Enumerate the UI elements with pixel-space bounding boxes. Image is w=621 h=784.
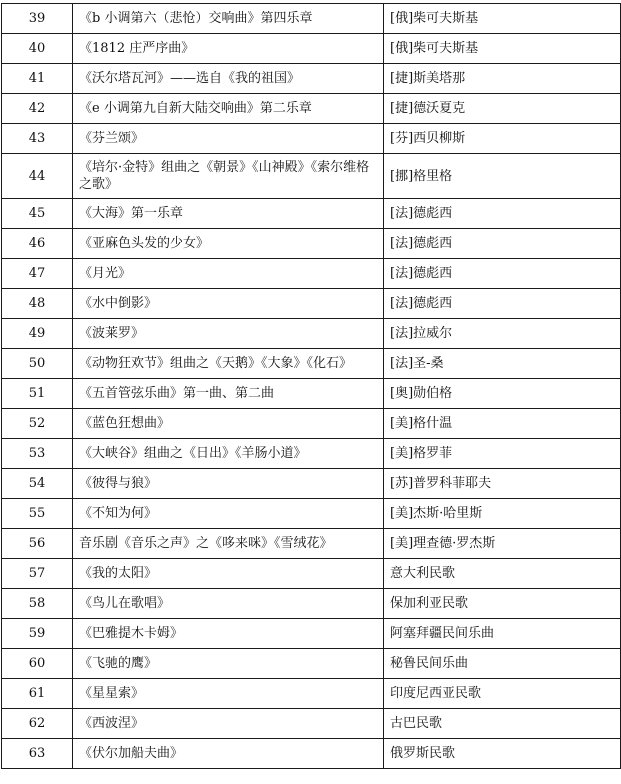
- composer: [俄]柴可夫斯基: [384, 34, 621, 64]
- table-row: [2, 4, 621, 34]
- row-number: 45: [2, 199, 73, 229]
- row-number: 61: [2, 679, 73, 709]
- composer: 印度尼西亚民歌: [384, 679, 621, 709]
- work-title: 《1812 庄严序曲》: [73, 34, 384, 64]
- table-row: [2, 739, 621, 769]
- composer: [美]杰斯·哈里斯: [384, 499, 621, 529]
- row-number: 54: [2, 469, 73, 499]
- work-title: 音乐剧《音乐之声》之《哆来咪》《雪绒花》: [73, 529, 384, 559]
- table-row: [2, 709, 621, 739]
- work-title: 《e 小调第九自新大陆交响曲》第二乐章: [73, 94, 384, 124]
- row-number: 51: [2, 379, 73, 409]
- row-number: 43: [2, 124, 73, 154]
- composer: [美]格什温: [384, 409, 621, 439]
- work-title: 《彼得与狼》: [73, 469, 384, 499]
- work-title: 《蓝色狂想曲》: [73, 409, 384, 439]
- work-title: 《西波涅》: [73, 709, 384, 739]
- table-row: [2, 289, 621, 319]
- row-number: 48: [2, 289, 73, 319]
- composer: 意大利民歌: [384, 559, 621, 589]
- composer: [捷]德沃夏克: [384, 94, 621, 124]
- table-row: [2, 64, 621, 94]
- table-row: [2, 34, 621, 64]
- work-title: 《芬兰颂》: [73, 124, 384, 154]
- row-number: 50: [2, 349, 73, 379]
- row-number: 60: [2, 649, 73, 679]
- row-number: 56: [2, 529, 73, 559]
- composer: [美]理查德·罗杰斯: [384, 529, 621, 559]
- repertoire-table: [1, 3, 621, 769]
- table-row: [2, 124, 621, 154]
- row-number: 46: [2, 229, 73, 259]
- composer: [美]格罗菲: [384, 439, 621, 469]
- work-title: 《大海》第一乐章: [73, 199, 384, 229]
- row-number: 58: [2, 589, 73, 619]
- composer: [捷]斯美塔那: [384, 64, 621, 94]
- row-number: 44: [2, 154, 73, 199]
- row-number: 40: [2, 34, 73, 64]
- row-number: 63: [2, 739, 73, 769]
- work-title: 《巴雅提木卡姆》: [73, 619, 384, 649]
- table-row: [2, 409, 621, 439]
- composer: 俄罗斯民歌: [384, 739, 621, 769]
- composer: [法]德彪西: [384, 199, 621, 229]
- table-row: [2, 499, 621, 529]
- row-number: 41: [2, 64, 73, 94]
- composer: [法]德彪西: [384, 289, 621, 319]
- composer: 保加利亚民歌: [384, 589, 621, 619]
- work-title: 《水中倒影》: [73, 289, 384, 319]
- table-row: [2, 559, 621, 589]
- table-row: [2, 619, 621, 649]
- table-row: [2, 154, 621, 199]
- table-row: [2, 229, 621, 259]
- composer: [苏]普罗科菲耶夫: [384, 469, 621, 499]
- composer: [挪]格里格: [384, 154, 621, 199]
- composer: 古巴民歌: [384, 709, 621, 739]
- table-row: [2, 439, 621, 469]
- composer: [奥]勋伯格: [384, 379, 621, 409]
- table-row: [2, 319, 621, 349]
- composer: [法]德彪西: [384, 259, 621, 289]
- work-title: 《培尔·金特》组曲之《朝景》《山神殿》《索尔维格之歌》: [73, 154, 384, 199]
- composer: 秘鲁民间乐曲: [384, 649, 621, 679]
- work-title: 《不知为何》: [73, 499, 384, 529]
- work-title: 《动物狂欢节》组曲之《天鹅》《大象》《化石》: [73, 349, 384, 379]
- composer: 阿塞拜疆民间乐曲: [384, 619, 621, 649]
- row-number: 57: [2, 559, 73, 589]
- work-title: 《星星索》: [73, 679, 384, 709]
- row-number: 49: [2, 319, 73, 349]
- composer: [芬]西贝柳斯: [384, 124, 621, 154]
- table-row: [2, 529, 621, 559]
- row-number: 62: [2, 709, 73, 739]
- work-title: 《月光》: [73, 259, 384, 289]
- table-row: [2, 379, 621, 409]
- row-number: 39: [2, 4, 73, 34]
- composer: [法]德彪西: [384, 229, 621, 259]
- row-number: 42: [2, 94, 73, 124]
- work-title: 《飞驰的鹰》: [73, 649, 384, 679]
- table-row: [2, 469, 621, 499]
- work-title: 《我的太阳》: [73, 559, 384, 589]
- table-row: [2, 259, 621, 289]
- composer: [俄]柴可夫斯基: [384, 4, 621, 34]
- table-row: [2, 349, 621, 379]
- work-title: 《波莱罗》: [73, 319, 384, 349]
- work-title: 《伏尔加船夫曲》: [73, 739, 384, 769]
- work-title: 《鸟儿在歌唱》: [73, 589, 384, 619]
- row-number: 55: [2, 499, 73, 529]
- table-row: [2, 649, 621, 679]
- work-title: 《大峡谷》组曲之《日出》《羊肠小道》: [73, 439, 384, 469]
- table-row: [2, 589, 621, 619]
- composer: [法]圣-桑: [384, 349, 621, 379]
- table-row: [2, 679, 621, 709]
- work-title: 《五首管弦乐曲》第一曲、第二曲: [73, 379, 384, 409]
- work-title: 《沃尔塔瓦河》——选自《我的祖国》: [73, 64, 384, 94]
- composer: [法]拉威尔: [384, 319, 621, 349]
- table-row: [2, 94, 621, 124]
- table-row: [2, 199, 621, 229]
- work-title: 《亚麻色头发的少女》: [73, 229, 384, 259]
- row-number: 59: [2, 619, 73, 649]
- work-title: 《b 小调第六（悲怆）交响曲》第四乐章: [73, 4, 384, 34]
- row-number: 47: [2, 259, 73, 289]
- row-number: 53: [2, 439, 73, 469]
- row-number: 52: [2, 409, 73, 439]
